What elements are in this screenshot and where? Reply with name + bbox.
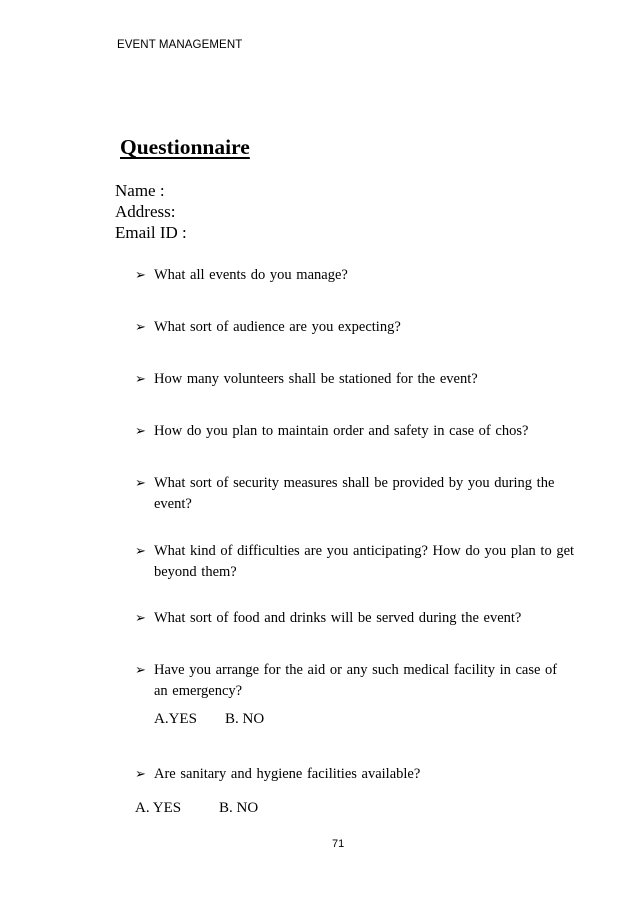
- email-field-label: Email ID :: [115, 223, 187, 242]
- arrow-bullet-icon: ➢: [135, 372, 146, 387]
- question-text: How do you plan to maintain order and safety in case of chos?: [154, 423, 529, 439]
- question-item: [135, 369, 575, 390]
- answer-options: [135, 800, 258, 817]
- option-no: B. NO: [225, 711, 265, 727]
- question-item: [135, 608, 575, 629]
- option-yes: A.YES: [154, 711, 197, 727]
- address-field-label: Address:: [115, 202, 176, 221]
- question-text: What kind of difficulties are you anticipating? How do you plan to get beyond them?: [154, 543, 575, 580]
- question-text: What sort of food and drinks will be served during the event?: [154, 610, 522, 626]
- arrow-bullet-icon: ➢: [135, 663, 146, 678]
- question-item: [135, 541, 575, 583]
- arrow-bullet-icon: ➢: [135, 544, 146, 559]
- question-item: [135, 421, 575, 442]
- option-no: B. NO: [219, 800, 259, 816]
- arrow-bullet-icon: ➢: [135, 476, 146, 491]
- question-item: [135, 473, 575, 515]
- question-text: Are sanitary and hygiene facilities available?: [154, 766, 421, 782]
- question-text: Have you arrange for the aid or any such medical facility in case of an emergency?: [154, 662, 558, 699]
- question-item: [135, 764, 575, 785]
- arrow-bullet-icon: ➢: [135, 320, 146, 335]
- question-item: [135, 265, 575, 286]
- name-field-label: Name :: [115, 181, 165, 200]
- arrow-bullet-icon: ➢: [135, 268, 146, 283]
- arrow-bullet-icon: ➢: [135, 767, 146, 782]
- question-text: What sort of security measures shall be provided by you during the event?: [154, 475, 555, 512]
- question-item: [135, 660, 575, 702]
- answer-options: [154, 711, 264, 728]
- page-number: 71: [332, 838, 345, 850]
- question-text: How many volunteers shall be stationed for the event?: [154, 371, 478, 387]
- question-text: What sort of audience are you expecting?: [154, 319, 401, 335]
- question-text: What all events do you manage?: [154, 267, 348, 283]
- arrow-bullet-icon: ➢: [135, 424, 146, 439]
- page-title: Questionnaire: [120, 135, 250, 159]
- arrow-bullet-icon: ➢: [135, 611, 146, 626]
- question-item: [135, 317, 575, 338]
- running-header: EVENT MANAGEMENT: [117, 39, 243, 51]
- option-yes: A. YES: [135, 800, 182, 816]
